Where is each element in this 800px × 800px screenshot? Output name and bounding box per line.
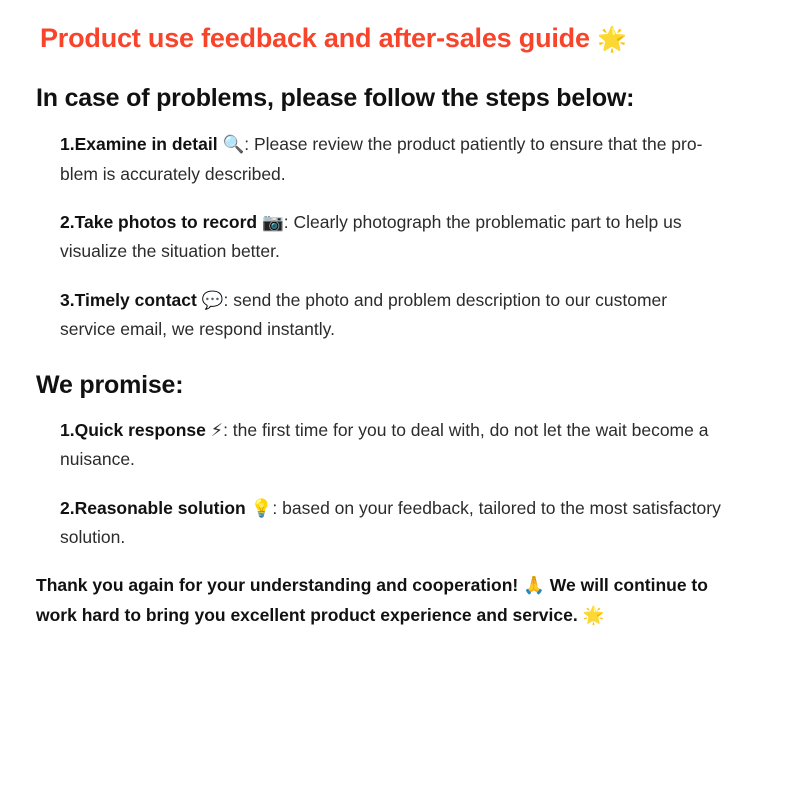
praying-hands-icon: 🙏: [523, 576, 545, 597]
step-lead: 2.Take photos to record: [60, 211, 258, 232]
closing-text-2: We will continue to work hard to bring you excellent product experience and service.: [36, 575, 708, 625]
step-lead: 2.Reasonable solution: [60, 497, 246, 518]
closing-paragraph: [36, 571, 764, 630]
lightbulb-icon: 💡: [250, 498, 273, 519]
lightning-icon: ⚡: [210, 420, 224, 441]
star-icon: 🌟: [597, 25, 627, 53]
section-heading-problems: In case of problems, please follow the steps below:: [36, 83, 635, 112]
step-body: : Clearly photograph the problematic part to help us visualize the situation better.: [60, 211, 682, 262]
step-lead: 1.Examine in detail: [60, 134, 218, 155]
step-item: [36, 416, 764, 474]
closing-text-1: Thank you again for your understanding and cooperation!: [36, 575, 519, 596]
section-heading-promise: We promise:: [36, 371, 184, 400]
step-body: : Please review the product patiently to ensure that the pro-blem is accurately described.: [60, 134, 703, 184]
star-icon: 🌟: [582, 605, 605, 626]
camera-icon: 📷: [261, 212, 284, 233]
step-body: : send the photo and problem description to our customer service email, we respond instantly.: [60, 289, 668, 339]
step-item: [36, 130, 764, 188]
step-item: [36, 286, 764, 344]
page-title-text: Product use feedback and after-sales guide: [40, 23, 590, 53]
page-title: [40, 22, 764, 56]
step-lead: 3.Timely contact: [60, 289, 197, 310]
step-item: [36, 494, 764, 552]
magnifier-icon: 🔍: [222, 135, 245, 156]
step-body: : the first time for you to deal with, do not let the wait become a nuisance.: [60, 419, 709, 470]
step-item: [36, 208, 764, 266]
step-body: : based on your feedback, tailored to the most satisfactory solution.: [60, 497, 721, 547]
step-lead: 1.Quick response: [60, 419, 206, 440]
speech-bubble-icon: 💬: [201, 290, 224, 311]
